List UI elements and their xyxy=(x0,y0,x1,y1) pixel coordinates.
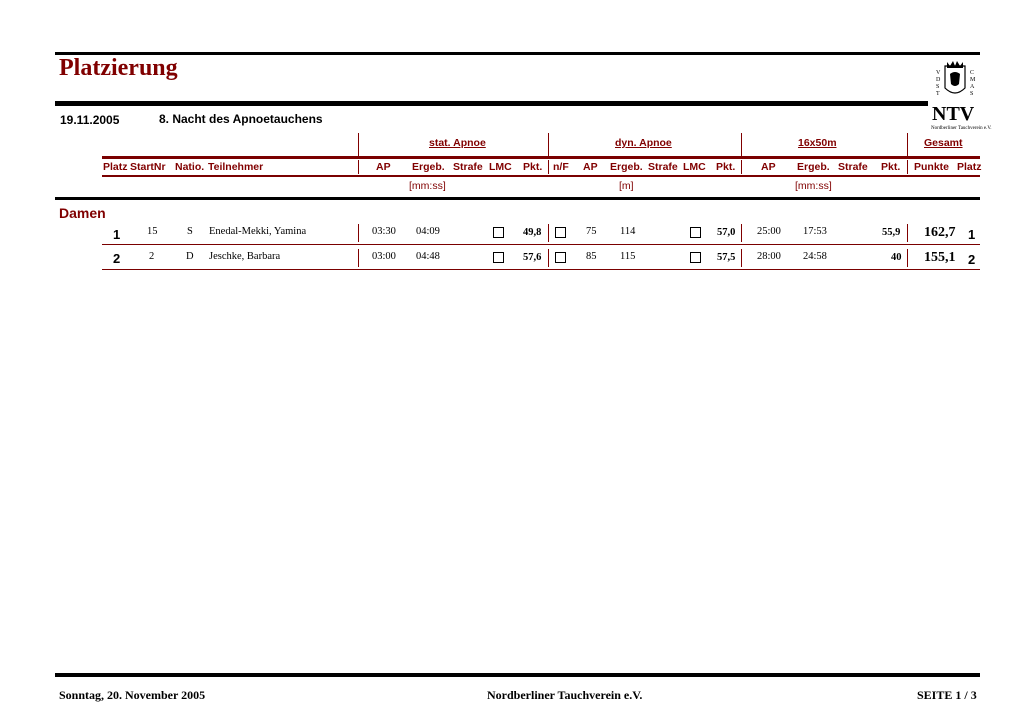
separator-line xyxy=(358,133,359,156)
col-stat-lmc: LMC xyxy=(489,161,512,173)
row-platz: 1 xyxy=(968,227,976,242)
row-dyn-ergeb: 114 xyxy=(620,226,636,237)
row-punkte: 155,1 xyxy=(924,250,956,265)
row-stat-ergeb: 04:09 xyxy=(416,226,440,237)
svg-text:M: M xyxy=(970,77,976,83)
row-dyn-ap: 75 xyxy=(586,226,597,237)
separator-line xyxy=(741,224,742,242)
header-bottom-rule xyxy=(102,175,980,177)
separator-line xyxy=(548,249,549,267)
separator-line xyxy=(907,249,908,267)
col-dyn-ergeb: Ergeb. xyxy=(610,161,643,173)
row-platz: 2 xyxy=(968,252,976,267)
row-dyn-pkt: 57,0 xyxy=(717,227,736,238)
row-stat-ap: 03:00 xyxy=(372,251,396,262)
col-dyn-ap: AP xyxy=(583,161,598,173)
col-16-strafe: Strafe xyxy=(838,161,868,173)
col-dyn-lmc: LMC xyxy=(683,161,706,173)
row-divider xyxy=(102,269,980,270)
row-16-ergeb: 17:53 xyxy=(803,226,827,237)
col-nf: n/F xyxy=(553,161,569,173)
row-startnr: 2 xyxy=(149,251,155,262)
event-date: 19.11.2005 xyxy=(60,113,120,127)
svg-text:S: S xyxy=(970,91,974,97)
club-logo xyxy=(928,58,992,132)
unit-16x50m: [mm:ss] xyxy=(795,180,832,192)
row-name: Jeschke, Barbara xyxy=(209,251,281,262)
row-stat-pkt: 49,8 xyxy=(523,227,542,238)
row-16-ap: 28:00 xyxy=(757,251,781,262)
section-title: Damen xyxy=(59,205,106,221)
group-dynamic-apnoe: dyn. Apnoe xyxy=(615,137,672,149)
separator-line xyxy=(358,249,359,267)
row-punkte: 162,7 xyxy=(924,225,956,240)
col-punkte: Punkte xyxy=(914,161,950,173)
row-nf-checkbox[interactable] xyxy=(555,252,566,263)
row-stat-ergeb: 04:48 xyxy=(416,251,440,262)
event-name: 8. Nacht des Apnoetauchens xyxy=(159,112,323,126)
row-dyn-ergeb: 115 xyxy=(620,251,636,262)
title-rule xyxy=(55,101,928,106)
unit-dynamic: [m] xyxy=(619,180,634,192)
row-natio: S xyxy=(187,226,193,237)
svg-text:D: D xyxy=(936,77,941,83)
col-teilnehmer: Teilnehmer xyxy=(208,161,264,173)
svg-text:NTV: NTV xyxy=(932,103,975,125)
separator-line xyxy=(741,249,742,267)
row-stat-pkt: 57,6 xyxy=(523,252,542,263)
separator-line xyxy=(358,224,359,242)
svg-text:S: S xyxy=(936,84,940,90)
row-16-pkt: 55,9 xyxy=(882,227,901,238)
footer-rule xyxy=(55,673,980,677)
separator-line xyxy=(358,160,359,174)
col-platz: Platz xyxy=(103,161,128,173)
row-name: Enedal-Mekki, Yamina xyxy=(209,226,307,237)
row-dyn-pkt: 57,5 xyxy=(717,252,736,263)
row-natio: D xyxy=(186,251,194,262)
col-dyn-strafe: Strafe xyxy=(648,161,678,173)
group-total: Gesamt xyxy=(924,137,963,149)
svg-text:A: A xyxy=(970,84,975,90)
unit-static: [mm:ss] xyxy=(409,180,446,192)
row-stat-lmc-checkbox[interactable] xyxy=(493,227,504,238)
footer-club: Nordberliner Tauchverein e.V. xyxy=(487,688,643,702)
row-nf-checkbox[interactable] xyxy=(555,227,566,238)
col-16-ergeb: Ergeb. xyxy=(797,161,830,173)
separator-line xyxy=(907,224,908,242)
svg-text:V: V xyxy=(936,70,941,76)
group-16x50m: 16x50m xyxy=(798,137,837,149)
col-stat-pkt: Pkt. xyxy=(523,161,543,173)
separator-line xyxy=(741,133,742,156)
col-stat-strafe: Strafe xyxy=(453,161,483,173)
row-16-pkt: 40 xyxy=(891,252,902,263)
svg-text:C: C xyxy=(970,70,975,76)
separator-line xyxy=(548,160,549,174)
row-16-ergeb: 24:58 xyxy=(803,251,827,262)
row-16-ap: 25:00 xyxy=(757,226,781,237)
row-stat-ap: 03:30 xyxy=(372,226,396,237)
col-startnr: StartNr xyxy=(130,161,166,173)
col-stat-ergeb: Ergeb. xyxy=(412,161,445,173)
col-dyn-pkt: Pkt. xyxy=(716,161,736,173)
row-startnr: 15 xyxy=(147,226,158,237)
page-title: Platzierung xyxy=(59,55,178,81)
separator-line xyxy=(907,160,908,174)
col-natio: Natio. xyxy=(175,161,205,173)
svg-text:T: T xyxy=(936,91,940,97)
col-platz-end: Platz xyxy=(957,161,982,173)
row-dyn-lmc-checkbox[interactable] xyxy=(690,252,701,263)
units-rule xyxy=(55,197,980,200)
col-stat-ap: AP xyxy=(376,161,391,173)
row-place: 1 xyxy=(113,227,121,242)
footer-date: Sonntag, 20. November 2005 xyxy=(59,688,206,702)
row-dyn-ap: 85 xyxy=(586,251,597,262)
col-16-pkt: Pkt. xyxy=(881,161,901,173)
header-top-rule xyxy=(102,156,980,159)
footer-page: SEITE 1 / 3 xyxy=(917,688,977,702)
group-static-apnoe: stat. Apnoe xyxy=(429,137,486,149)
separator-line xyxy=(548,133,549,156)
separator-line xyxy=(907,133,908,156)
separator-line xyxy=(741,160,742,174)
row-dyn-lmc-checkbox[interactable] xyxy=(690,227,701,238)
row-stat-lmc-checkbox[interactable] xyxy=(493,252,504,263)
col-16-ap: AP xyxy=(761,161,776,173)
row-divider xyxy=(102,244,980,245)
svg-text:Nordberliner Tauchverein e.V.: Nordberliner Tauchverein e.V. xyxy=(931,126,992,131)
top-rule xyxy=(55,52,980,55)
separator-line xyxy=(548,224,549,242)
row-place: 2 xyxy=(113,251,121,266)
